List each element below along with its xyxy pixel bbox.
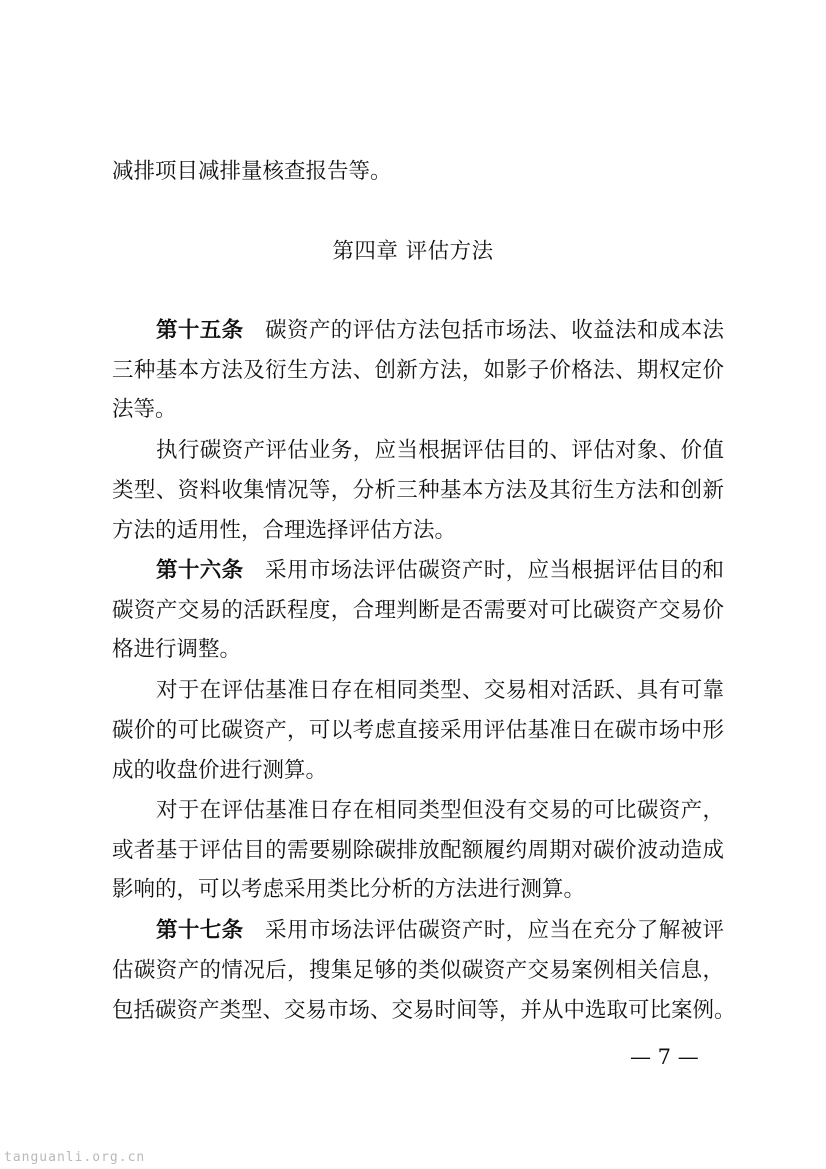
page-number: — 7 —: [630, 1045, 699, 1069]
article-15-line-3: 法等。: [112, 397, 177, 422]
article-15-text-1: 碳资产的评估方法包括市场法、收益法和成本法: [265, 318, 724, 343]
para-5-line-2: 或者基于评估目的需要剔除碳排放配额履约周期对碳价波动造成: [112, 838, 724, 863]
article-15-line-1: [156, 316, 724, 346]
article-17-line-3: 包括碳资产类型、交易市场、交易时间等，并从中选取可比案例。: [112, 998, 736, 1023]
chapter-title: 第四章 评估方法: [332, 239, 494, 264]
para-4-line-3: 成的收盘价进行测算。: [112, 758, 328, 783]
para-5-line-1: 对于在评估基准日存在相同类型但没有交易的可比碳资产，: [156, 798, 724, 823]
continuation-text: 减排项目减排量核查报告等。: [112, 159, 392, 184]
article-16-text-1: 采用市场法评估碳资产时，应当根据评估目的和: [265, 558, 724, 583]
article-17-text-1: 采用市场法评估碳资产时，应当在充分了解被评: [265, 918, 724, 943]
para-4-line-2: 碳价的可比碳资产，可以考虑直接采用评估基准日在碳市场中形: [112, 718, 724, 743]
article-15-line-2: 三种基本方法及衍生方法、创新方法，如影子价格法、期权定价: [112, 358, 724, 383]
article-16-line-1: [156, 556, 724, 586]
para-4-line-1: 对于在评估基准日存在相同类型、交易相对活跃、具有可靠: [156, 678, 724, 703]
article-17-line-2: 估碳资产的情况后，搜集足够的类似碳资产交易案例相关信息，: [112, 958, 724, 983]
article-17-line-1: [156, 916, 724, 946]
para-2-line-2: 类型、资料收集情况等，分析三种基本方法及其衍生方法和创新: [112, 478, 724, 503]
site-watermark: tanguanli.org.cn: [4, 1150, 146, 1165]
para-2-line-3: 方法的适用性，合理选择评估方法。: [112, 518, 457, 543]
para-5-line-3: 影响的，可以考虑采用类比分析的方法进行测算。: [112, 877, 586, 902]
article-16-line-3: 格进行调整。: [112, 637, 242, 662]
article-16-line-2: 碳资产交易的活跃程度，合理判断是否需要对可比碳资产交易价: [112, 598, 724, 623]
article-15-number: 第十五条: [156, 318, 244, 343]
para-2-line-1: 执行碳资产评估业务，应当根据评估目的、评估对象、价值: [156, 438, 724, 463]
article-17-number: 第十七条: [156, 918, 244, 943]
article-16-number: 第十六条: [156, 558, 244, 583]
